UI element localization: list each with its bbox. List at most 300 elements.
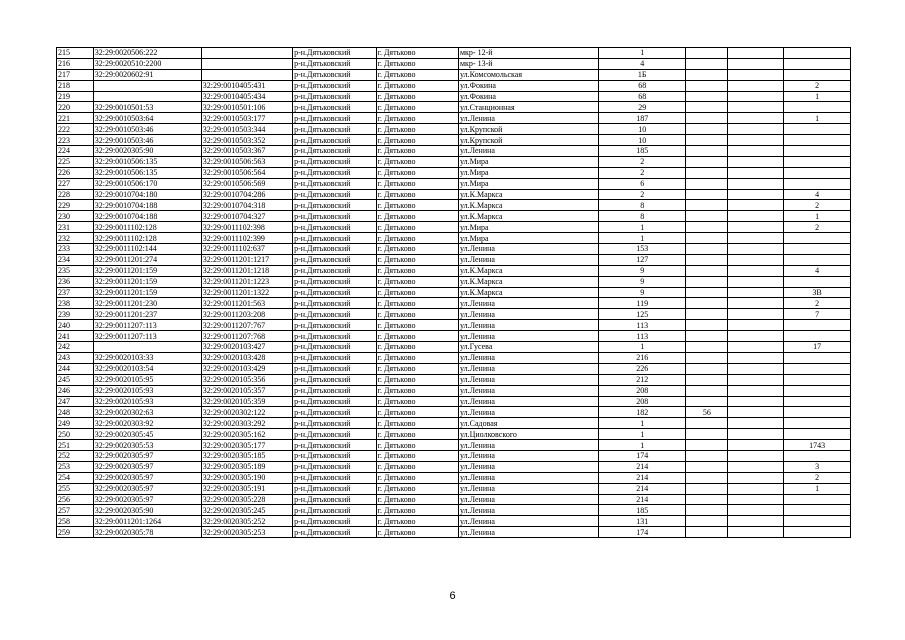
cadastral-number-object-cell: 32:29:0020305:162 — [201, 429, 292, 440]
table-row — [57, 331, 851, 342]
row-number-cell: 254 — [57, 472, 94, 483]
apartment-number-cell — [784, 69, 851, 80]
apartment-number-cell: 1743 — [784, 440, 851, 451]
street-cell: ул.Ленина — [458, 516, 598, 527]
cadastral-number-object-cell: 32:29:0020103:427 — [201, 342, 292, 353]
city-cell: г. Дятьково — [376, 505, 458, 516]
street-cell: ул.Мира — [458, 233, 598, 244]
house-number-cell: 131 — [599, 516, 686, 527]
row-number-cell: 259 — [57, 527, 94, 538]
row-number-cell: 233 — [57, 244, 94, 255]
district-cell: р-н.Дятьковский — [293, 69, 377, 80]
row-number-cell: 226 — [57, 167, 94, 178]
street-cell: ул.Мира — [458, 167, 598, 178]
district-cell: р-н.Дятьковский — [293, 320, 377, 331]
street-cell: мкр- 13-й — [458, 58, 598, 69]
street-cell: мкр- 12-й — [458, 48, 598, 59]
apartment-number-cell — [784, 58, 851, 69]
cadastral-number-object-cell: 32:29:0010704:286 — [201, 189, 292, 200]
city-cell: г. Дятьково — [376, 385, 458, 396]
extra-column-2-cell — [728, 418, 784, 429]
extra-column-2-cell — [728, 385, 784, 396]
cadastral-number-parcel-cell: 32:29:0011201:159 — [93, 265, 201, 276]
extra-column-cell — [686, 48, 728, 59]
city-cell: г. Дятьково — [376, 276, 458, 287]
cadastral-number-parcel-cell: 32:29:0020305:97 — [93, 494, 201, 505]
table-row — [57, 374, 851, 385]
table-row — [57, 146, 851, 157]
extra-column-2-cell — [728, 211, 784, 222]
extra-column-2-cell — [728, 505, 784, 516]
extra-column-2-cell — [728, 156, 784, 167]
row-number-cell: 258 — [57, 516, 94, 527]
street-cell: ул.К.Маркса — [458, 265, 598, 276]
table-row — [57, 352, 851, 363]
cadastral-number-object-cell: 32:29:0010503:344 — [201, 124, 292, 135]
house-number-cell: 127 — [599, 254, 686, 265]
house-number-cell: 1 — [599, 233, 686, 244]
house-number-cell: 216 — [599, 352, 686, 363]
city-cell: г. Дятьково — [376, 146, 458, 157]
table-row — [57, 450, 851, 461]
data-table — [56, 47, 851, 538]
row-number-cell: 225 — [57, 156, 94, 167]
row-number-cell: 242 — [57, 342, 94, 353]
house-number-cell: 185 — [599, 505, 686, 516]
city-cell: г. Дятьково — [376, 320, 458, 331]
extra-column-2-cell — [728, 146, 784, 157]
row-number-cell: 218 — [57, 80, 94, 91]
extra-column-2-cell — [728, 91, 784, 102]
cadastral-number-object-cell: 32:29:0011201:1217 — [201, 254, 292, 265]
table-row — [57, 494, 851, 505]
table-row — [57, 418, 851, 429]
house-number-cell: 125 — [599, 309, 686, 320]
row-number-cell: 241 — [57, 331, 94, 342]
table-body — [57, 48, 851, 538]
cadastral-number-object-cell: 32:29:0011207:768 — [201, 331, 292, 342]
city-cell: г. Дятьково — [376, 396, 458, 407]
apartment-number-cell: 1 — [784, 113, 851, 124]
city-cell: г. Дятьково — [376, 48, 458, 59]
city-cell: г. Дятьково — [376, 440, 458, 451]
table-row — [57, 135, 851, 146]
district-cell: р-н.Дятьковский — [293, 494, 377, 505]
city-cell: г. Дятьково — [376, 363, 458, 374]
house-number-cell: 174 — [599, 527, 686, 538]
district-cell: р-н.Дятьковский — [293, 254, 377, 265]
apartment-number-cell — [784, 320, 851, 331]
extra-column-2-cell — [728, 527, 784, 538]
cadastral-number-parcel-cell: 32:29:0020510:2200 — [93, 58, 201, 69]
apartment-number-cell: 1 — [784, 211, 851, 222]
apartment-number-cell — [784, 178, 851, 189]
cadastral-number-object-cell: 32:29:0010704:318 — [201, 200, 292, 211]
table-row — [57, 254, 851, 265]
street-cell: ул.Ленина — [458, 244, 598, 255]
cadastral-number-parcel-cell: 32:29:0020305:53 — [93, 440, 201, 451]
house-number-cell: 9 — [599, 265, 686, 276]
extra-column-2-cell — [728, 58, 784, 69]
extra-column-cell — [686, 167, 728, 178]
table-row — [57, 265, 851, 276]
house-number-cell: 1 — [599, 342, 686, 353]
house-number-cell: 10 — [599, 124, 686, 135]
extra-column-cell — [686, 135, 728, 146]
extra-column-2-cell — [728, 494, 784, 505]
table-row — [57, 287, 851, 298]
house-number-cell: 214 — [599, 461, 686, 472]
district-cell: р-н.Дятьковский — [293, 440, 377, 451]
extra-column-2-cell — [728, 80, 784, 91]
apartment-number-cell — [784, 233, 851, 244]
house-number-cell: 153 — [599, 244, 686, 255]
extra-column-cell — [686, 331, 728, 342]
cadastral-number-parcel-cell: 32:29:0020305:45 — [93, 429, 201, 440]
table-row — [57, 244, 851, 255]
table-row — [57, 429, 851, 440]
city-cell: г. Дятьково — [376, 135, 458, 146]
city-cell: г. Дятьково — [376, 222, 458, 233]
extra-column-cell — [686, 396, 728, 407]
cadastral-number-object-cell: 32:29:0010405:431 — [201, 80, 292, 91]
cadastral-number-object-cell: 32:29:0010503:367 — [201, 146, 292, 157]
cadastral-number-parcel-cell: 32:29:0010506:135 — [93, 156, 201, 167]
extra-column-cell — [686, 374, 728, 385]
cadastral-number-object-cell: 32:29:0011102:637 — [201, 244, 292, 255]
street-cell: ул.Ленина — [458, 113, 598, 124]
cadastral-number-object-cell: 32:29:0020305:253 — [201, 527, 292, 538]
apartment-number-cell — [784, 385, 851, 396]
street-cell: ул.Мира — [458, 178, 598, 189]
cadastral-number-parcel-cell: 32:29:0011102:128 — [93, 222, 201, 233]
district-cell: р-н.Дятьковский — [293, 418, 377, 429]
extra-column-2-cell — [728, 374, 784, 385]
extra-column-2-cell — [728, 363, 784, 374]
extra-column-2-cell — [728, 113, 784, 124]
row-number-cell: 231 — [57, 222, 94, 233]
district-cell: р-н.Дятьковский — [293, 200, 377, 211]
extra-column-2-cell — [728, 461, 784, 472]
table-row — [57, 342, 851, 353]
street-cell: ул.К.Маркса — [458, 211, 598, 222]
street-cell: ул.Ленина — [458, 505, 598, 516]
street-cell: ул.Ленина — [458, 363, 598, 374]
row-number-cell: 221 — [57, 113, 94, 124]
extra-column-2-cell — [728, 342, 784, 353]
extra-column-2-cell — [728, 189, 784, 200]
street-cell: ул.Ленина — [458, 352, 598, 363]
apartment-number-cell: 4 — [784, 265, 851, 276]
district-cell: р-н.Дятьковский — [293, 80, 377, 91]
table-row — [57, 167, 851, 178]
extra-column-2-cell — [728, 244, 784, 255]
extra-column-cell — [686, 527, 728, 538]
cadastral-number-object-cell: 32:29:0011102:398 — [201, 222, 292, 233]
apartment-number-cell — [784, 527, 851, 538]
extra-column-cell — [686, 156, 728, 167]
extra-column-cell — [686, 287, 728, 298]
cadastral-number-object-cell: 32:29:0020305:190 — [201, 472, 292, 483]
extra-column-cell — [686, 429, 728, 440]
table-row — [57, 461, 851, 472]
house-number-cell: 174 — [599, 450, 686, 461]
table-row — [57, 233, 851, 244]
cadastral-number-parcel-cell: 32:29:0020305:90 — [93, 146, 201, 157]
row-number-cell: 215 — [57, 48, 94, 59]
apartment-number-cell: 2 — [784, 298, 851, 309]
cadastral-number-object-cell: 32:29:0011201:1218 — [201, 265, 292, 276]
house-number-cell: 9 — [599, 276, 686, 287]
district-cell: р-н.Дятьковский — [293, 102, 377, 113]
house-number-cell: 182 — [599, 407, 686, 418]
cadastral-number-parcel-cell: 32:29:0020103:33 — [93, 352, 201, 363]
street-cell: ул.Ленина — [458, 407, 598, 418]
city-cell: г. Дятьково — [376, 527, 458, 538]
extra-column-cell — [686, 113, 728, 124]
extra-column-2-cell — [728, 440, 784, 451]
street-cell: ул.Ленина — [458, 254, 598, 265]
extra-column-2-cell — [728, 450, 784, 461]
extra-column-2-cell — [728, 233, 784, 244]
district-cell: р-н.Дятьковский — [293, 48, 377, 59]
house-number-cell: 119 — [599, 298, 686, 309]
district-cell: р-н.Дятьковский — [293, 124, 377, 135]
city-cell: г. Дятьково — [376, 494, 458, 505]
cadastral-number-parcel-cell: 32:29:0020506:222 — [93, 48, 201, 59]
apartment-number-cell — [784, 352, 851, 363]
cadastral-number-parcel-cell — [93, 342, 201, 353]
table-row — [57, 69, 851, 80]
extra-column-2-cell — [728, 472, 784, 483]
district-cell: р-н.Дятьковский — [293, 298, 377, 309]
cadastral-number-parcel-cell: 32:29:0010704:180 — [93, 189, 201, 200]
table-row — [57, 385, 851, 396]
cadastral-number-object-cell: 32:29:0020302:122 — [201, 407, 292, 418]
cadastral-number-object-cell: 32:29:0010704:327 — [201, 211, 292, 222]
apartment-number-cell: 3 — [784, 461, 851, 472]
cadastral-number-parcel-cell: 32:29:0020305:78 — [93, 527, 201, 538]
extra-column-2-cell — [728, 135, 784, 146]
extra-column-cell — [686, 494, 728, 505]
extra-column-cell — [686, 276, 728, 287]
house-number-cell: 2 — [599, 156, 686, 167]
district-cell: р-н.Дятьковский — [293, 527, 377, 538]
extra-column-2-cell — [728, 276, 784, 287]
row-number-cell: 244 — [57, 363, 94, 374]
apartment-number-cell: 4 — [784, 189, 851, 200]
extra-column-2-cell — [728, 102, 784, 113]
apartment-number-cell: 2 — [784, 222, 851, 233]
city-cell: г. Дятьково — [376, 200, 458, 211]
city-cell: г. Дятьково — [376, 407, 458, 418]
house-number-cell: 6 — [599, 178, 686, 189]
city-cell: г. Дятьково — [376, 69, 458, 80]
cadastral-number-parcel-cell: 32:29:0020305:97 — [93, 472, 201, 483]
row-number-cell: 239 — [57, 309, 94, 320]
cadastral-number-parcel-cell: 32:29:0020305:97 — [93, 483, 201, 494]
street-cell: ул.Ленина — [458, 450, 598, 461]
row-number-cell: 222 — [57, 124, 94, 135]
cadastral-number-object-cell: 32:29:0020303:292 — [201, 418, 292, 429]
row-number-cell: 217 — [57, 69, 94, 80]
district-cell: р-н.Дятьковский — [293, 222, 377, 233]
apartment-number-cell — [784, 102, 851, 113]
apartment-number-cell: 1 — [784, 91, 851, 102]
cadastral-number-object-cell: 32:29:0020105:359 — [201, 396, 292, 407]
city-cell: г. Дятьково — [376, 254, 458, 265]
extra-column-2-cell — [728, 167, 784, 178]
extra-column-cell — [686, 461, 728, 472]
table-row — [57, 113, 851, 124]
house-number-cell: 1 — [599, 418, 686, 429]
street-cell: ул.К.Маркса — [458, 276, 598, 287]
extra-column-cell — [686, 200, 728, 211]
apartment-number-cell — [784, 450, 851, 461]
apartment-number-cell: 17 — [784, 342, 851, 353]
table-row — [57, 483, 851, 494]
row-number-cell: 238 — [57, 298, 94, 309]
extra-column-2-cell — [728, 320, 784, 331]
cadastral-number-parcel-cell: 32:29:0010503:46 — [93, 124, 201, 135]
cadastral-number-parcel-cell: 32:29:0020105:93 — [93, 385, 201, 396]
cadastral-number-object-cell: 32:29:0010503:352 — [201, 135, 292, 146]
street-cell: ул.Садовая — [458, 418, 598, 429]
house-number-cell: 187 — [599, 113, 686, 124]
cadastral-number-parcel-cell: 32:29:0011201:159 — [93, 287, 201, 298]
extra-column-cell — [686, 309, 728, 320]
house-number-cell: 185 — [599, 146, 686, 157]
district-cell: р-н.Дятьковский — [293, 516, 377, 527]
cadastral-number-object-cell: 32:29:0011207:767 — [201, 320, 292, 331]
apartment-number-cell — [784, 494, 851, 505]
extra-column-2-cell — [728, 222, 784, 233]
cadastral-number-object-cell: 32:29:0010501:106 — [201, 102, 292, 113]
row-number-cell: 237 — [57, 287, 94, 298]
district-cell: р-н.Дятьковский — [293, 58, 377, 69]
cadastral-number-parcel-cell: 32:29:0011201:1264 — [93, 516, 201, 527]
cadastral-number-parcel-cell: 32:29:0010506:135 — [93, 167, 201, 178]
cadastral-number-object-cell: 32:29:0020103:428 — [201, 352, 292, 363]
table-row — [57, 472, 851, 483]
cadastral-number-parcel-cell: 32:29:0010503:46 — [93, 135, 201, 146]
extra-column-2-cell — [728, 69, 784, 80]
district-cell: р-н.Дятьковский — [293, 287, 377, 298]
district-cell: р-н.Дятьковский — [293, 156, 377, 167]
cadastral-number-object-cell: 32:29:0020305:185 — [201, 450, 292, 461]
street-cell: ул.Крупской — [458, 135, 598, 146]
street-cell: ул.Фокина — [458, 80, 598, 91]
table-row — [57, 48, 851, 59]
district-cell: р-н.Дятьковский — [293, 211, 377, 222]
extra-column-cell — [686, 178, 728, 189]
extra-column-cell — [686, 298, 728, 309]
cadastral-number-object-cell: 32:29:0020305:189 — [201, 461, 292, 472]
cadastral-number-object-cell: 32:29:0020105:357 — [201, 385, 292, 396]
row-number-cell: 234 — [57, 254, 94, 265]
apartment-number-cell — [784, 156, 851, 167]
extra-column-cell — [686, 211, 728, 222]
table-row — [57, 80, 851, 91]
street-cell: ул.Ленина — [458, 385, 598, 396]
extra-column-cell — [686, 440, 728, 451]
table-row — [57, 211, 851, 222]
cadastral-number-object-cell: 32:29:0020305:228 — [201, 494, 292, 505]
city-cell: г. Дятьково — [376, 233, 458, 244]
table-row — [57, 298, 851, 309]
table-row — [57, 505, 851, 516]
table-row — [57, 320, 851, 331]
street-cell: ул.Ленина — [458, 320, 598, 331]
street-cell: ул.Ленина — [458, 527, 598, 538]
district-cell: р-н.Дятьковский — [293, 472, 377, 483]
house-number-cell: 68 — [599, 91, 686, 102]
extra-column-2-cell — [728, 265, 784, 276]
row-number-cell: 216 — [57, 58, 94, 69]
city-cell: г. Дятьково — [376, 167, 458, 178]
apartment-number-cell: 2 — [784, 472, 851, 483]
table-row — [57, 124, 851, 135]
street-cell: ул.Ленина — [458, 472, 598, 483]
street-cell: ул.Станционная — [458, 102, 598, 113]
extra-column-cell — [686, 450, 728, 461]
district-cell: р-н.Дятьковский — [293, 91, 377, 102]
district-cell: р-н.Дятьковский — [293, 396, 377, 407]
row-number-cell: 240 — [57, 320, 94, 331]
city-cell: г. Дятьково — [376, 113, 458, 124]
district-cell: р-н.Дятьковский — [293, 342, 377, 353]
extra-column-cell — [686, 483, 728, 494]
street-cell: ул.Ленина — [458, 146, 598, 157]
row-number-cell: 220 — [57, 102, 94, 113]
apartment-number-cell — [784, 276, 851, 287]
row-number-cell: 257 — [57, 505, 94, 516]
apartment-number-cell: 7 — [784, 309, 851, 320]
cadastral-number-object-cell: 32:29:0010506:564 — [201, 167, 292, 178]
apartment-number-cell: 1 — [784, 483, 851, 494]
district-cell: р-н.Дятьковский — [293, 331, 377, 342]
row-number-cell: 219 — [57, 91, 94, 102]
table-row — [57, 58, 851, 69]
cadastral-number-parcel-cell: 32:29:0010704:188 — [93, 200, 201, 211]
extra-column-2-cell — [728, 483, 784, 494]
city-cell: г. Дятьково — [376, 461, 458, 472]
street-cell: ул.Ленина — [458, 483, 598, 494]
apartment-number-cell: 2 — [784, 80, 851, 91]
extra-column-cell — [686, 472, 728, 483]
table-row — [57, 516, 851, 527]
row-number-cell: 223 — [57, 135, 94, 146]
street-cell: ул.Ленина — [458, 309, 598, 320]
extra-column-cell — [686, 69, 728, 80]
apartment-number-cell — [784, 516, 851, 527]
city-cell: г. Дятьково — [376, 309, 458, 320]
cadastral-number-parcel-cell — [93, 91, 201, 102]
district-cell: р-н.Дятьковский — [293, 363, 377, 374]
table-row — [57, 189, 851, 200]
house-number-cell: 208 — [599, 385, 686, 396]
district-cell: р-н.Дятьковский — [293, 505, 377, 516]
street-cell: ул.Ленина — [458, 331, 598, 342]
apartment-number-cell — [784, 396, 851, 407]
extra-column-cell — [686, 91, 728, 102]
street-cell: ул.Ленина — [458, 494, 598, 505]
extra-column-cell — [686, 418, 728, 429]
apartment-number-cell — [784, 374, 851, 385]
extra-column-2-cell — [728, 48, 784, 59]
extra-column-cell — [686, 189, 728, 200]
table-row — [57, 396, 851, 407]
